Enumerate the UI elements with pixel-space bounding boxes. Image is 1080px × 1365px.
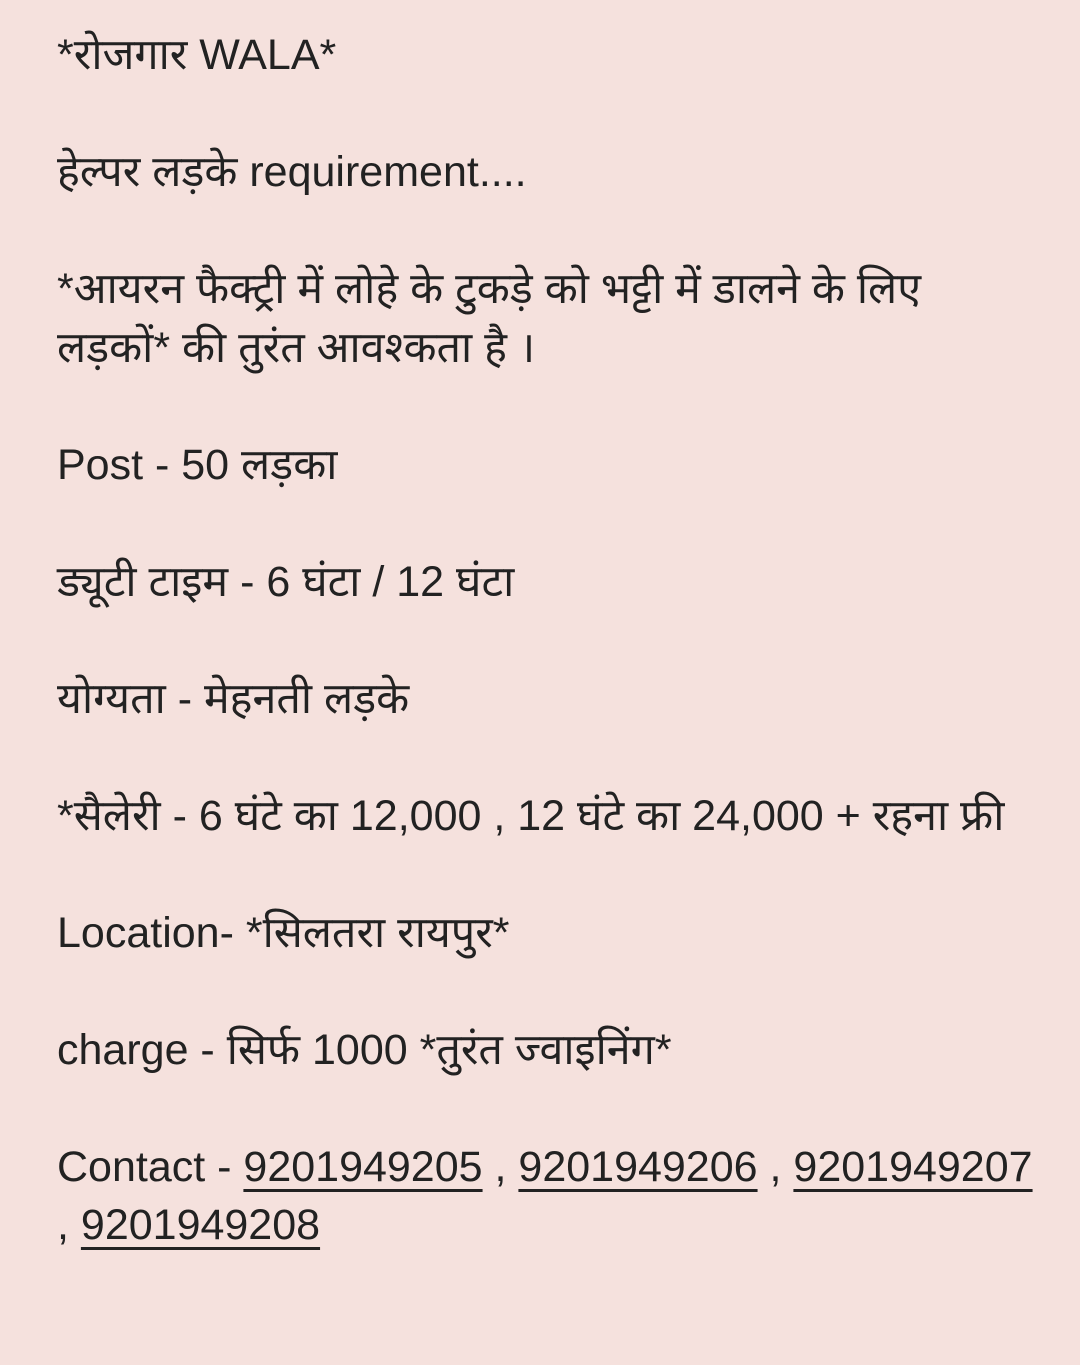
- phone-link-1[interactable]: 9201949205: [243, 1142, 483, 1191]
- charge: charge - सिर्फ 1000 *तुरंत ज्वाइनिंग*: [57, 1025, 672, 1074]
- contact-line: [57, 1138, 1037, 1255]
- salary: *सैलेरी - 6 घंटे का 12,000 , 12 घंटे का 24,000 + रहना फ्री: [57, 791, 1005, 840]
- separator: ,: [57, 1201, 81, 1249]
- phone-link-4[interactable]: 9201949208: [80, 1201, 321, 1249]
- separator: ,: [757, 1142, 794, 1191]
- duty-time: ड्यूटी टाइम - 6 घंटा / 12 घंटा: [57, 557, 515, 606]
- message-subtitle: हेल्पर लड़के requirement....: [57, 148, 527, 196]
- message-title: *रोजगार WALA*: [57, 31, 337, 79]
- job-description: *आयरन फैक्ट्री में लोहे के टुकड़े को भट्टी में डालने के लिए लड़कों* की तुरंत आवश्कता है ।: [57, 265, 921, 372]
- location: Location- *सिलतरा रायपुर*: [57, 908, 510, 957]
- phone-link-2[interactable]: 9201949206: [518, 1142, 758, 1191]
- phone-link-3[interactable]: 9201949207: [793, 1142, 1033, 1191]
- contact-label: Contact -: [57, 1142, 244, 1191]
- separator: ,: [482, 1142, 519, 1191]
- message-body: [57, 26, 1037, 1313]
- post-count: Post - 50 लड़का: [57, 440, 338, 489]
- qualification: योग्यता - मेहनती लड़के: [57, 674, 410, 723]
